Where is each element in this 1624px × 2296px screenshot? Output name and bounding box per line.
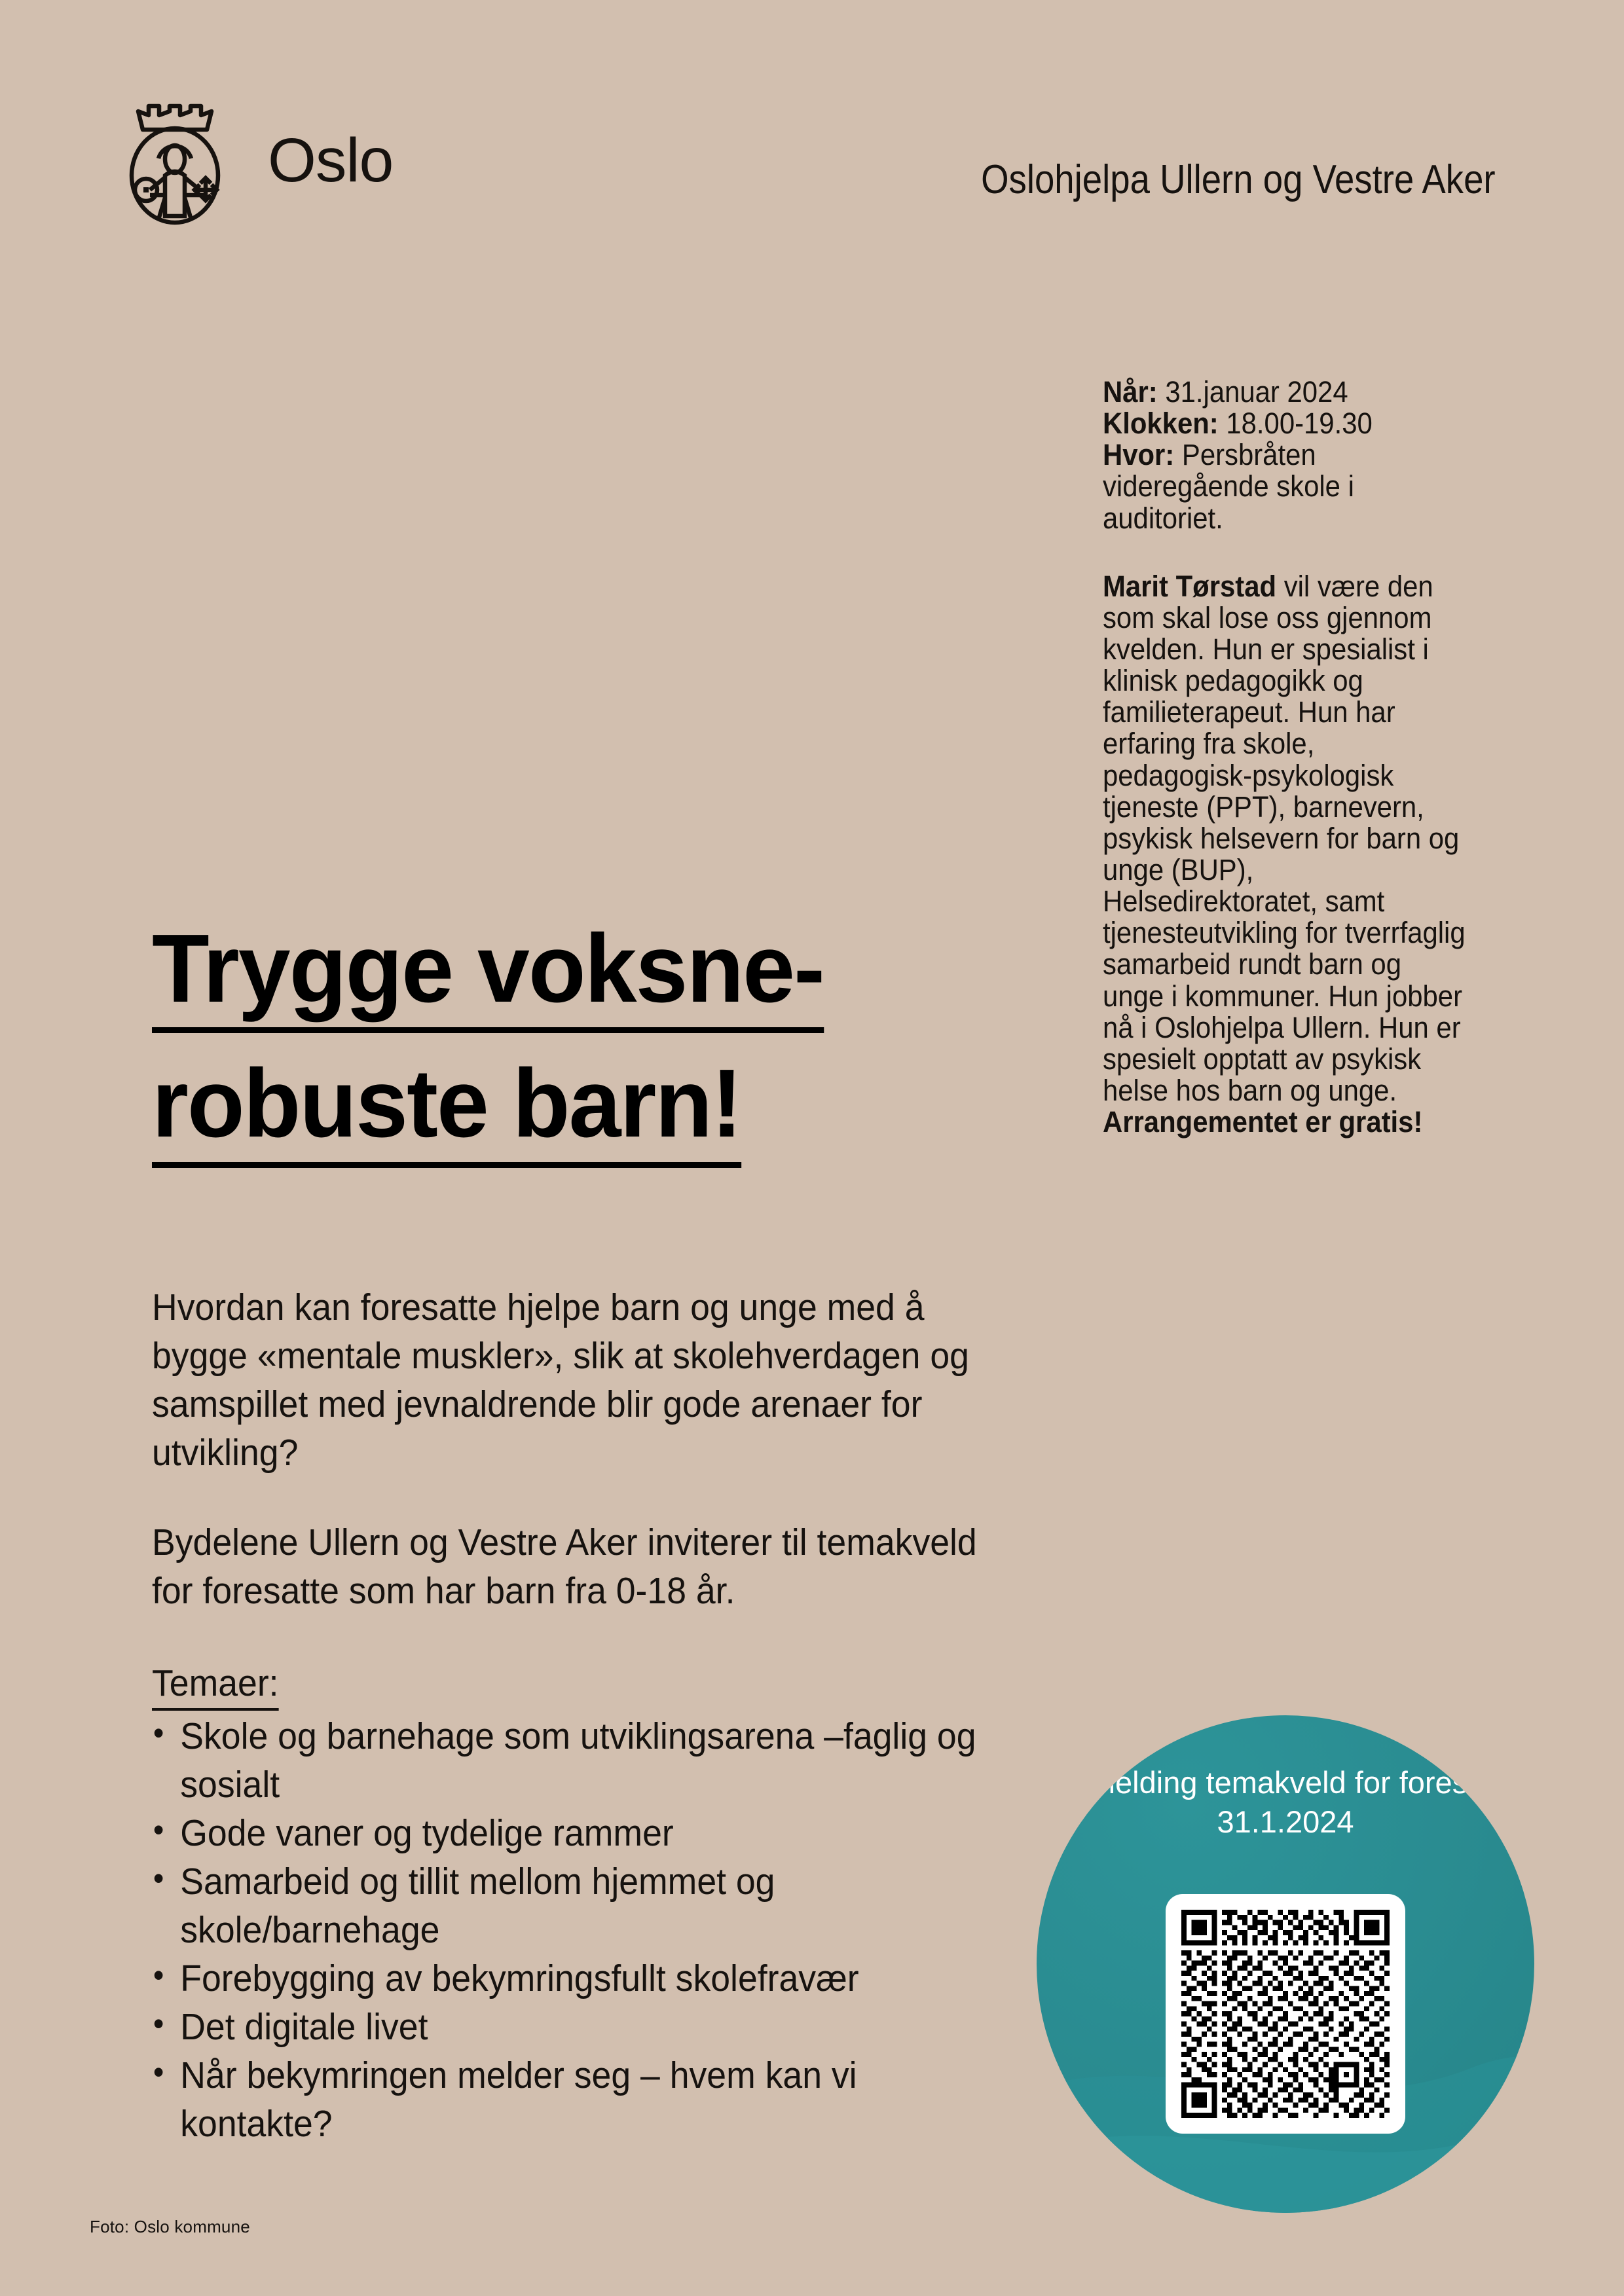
time-value: 18.00-19.30 bbox=[1218, 407, 1373, 441]
signup-badge[interactable] bbox=[1037, 1715, 1534, 2213]
signup-date: 31.1.2024 bbox=[1217, 1804, 1354, 1839]
where-label: Hvor: bbox=[1103, 438, 1175, 472]
topics-heading: Temaer: bbox=[152, 1659, 279, 1711]
time-label: Klokken: bbox=[1103, 407, 1219, 441]
photo-credit: Foto: Oslo kommune bbox=[90, 2217, 250, 2236]
list-item: • Skole og barnehage som utviklingsarena –faglig og sosialt bbox=[152, 1712, 1001, 1809]
invitation-text: Bydelene Ullern og Vestre Aker inviterer til temakveld for foresatte som har barn fra 0-18 år. bbox=[152, 1522, 977, 1613]
intro-question: Hvordan kan foresatte hjelpe barn og unge med å bygge «mentale muskler», slik at skolehverdagen og samspillet med jevnaldrende blir gode arenaer for utvikling? bbox=[152, 1286, 969, 1474]
event-info-column bbox=[1103, 375, 1466, 1139]
body-copy bbox=[152, 1283, 977, 2149]
when-value: 31.januar 2024 bbox=[1157, 375, 1348, 409]
list-item: • Gode vaner og tydelige rammer bbox=[152, 1809, 1001, 1857]
topics-block bbox=[152, 1659, 976, 2149]
qr-code-icon[interactable] bbox=[1181, 1910, 1390, 2118]
oslo-wordmark: Oslo bbox=[268, 125, 394, 195]
headline-line-1: Trygge voksne- bbox=[152, 913, 824, 1033]
organization-name: Oslohjelpa Ullern og Vestre Aker bbox=[981, 157, 1496, 202]
oslo-logo-lockup bbox=[121, 98, 393, 228]
where-value: Persbråten videregående skole i auditoriet. bbox=[1103, 438, 1354, 535]
speaker-bio-text: vil være den som skal lose oss gjennom kvelden. Hun er spesialist i klinisk pedagogikk og familieterapeut. Hun har erfaring fra skole, pedagogisk-psykologisk tjeneste (PPT), barnevern, psykisk helsevern for barn og unge (BUP), Helsedirektoratet, samt tjenesteutvikling for tverrfaglig samarbeid rundt barn og unge i kommuner. Hun jobber nå i Oslohjelpa Ullern. Hun er spesielt opptatt av psykisk helse hos barn og unge. bbox=[1103, 569, 1466, 1107]
list-item: • Det digitale livet bbox=[152, 2003, 1001, 2051]
page-title bbox=[152, 913, 1003, 1182]
speaker-name: Marit Tørstad bbox=[1103, 569, 1277, 603]
list-item: • Samarbeid og tillit mellom hjemmet og skole/barnehage bbox=[152, 1857, 1001, 1954]
event-facts bbox=[1103, 376, 1469, 534]
qr-code-card[interactable] bbox=[1166, 1894, 1405, 2134]
list-item: • Når bekymringen melder seg – hvem kan vi kontakte? bbox=[152, 2051, 1001, 2148]
topics-list bbox=[152, 1712, 1001, 2149]
free-admission-note: Arrangementet er gratis! bbox=[1103, 1105, 1423, 1139]
signup-caption: Påmelding temakveld for foresatte bbox=[1052, 1765, 1519, 1800]
list-item: • Forebygging av bekymringsfullt skolefravær bbox=[152, 1954, 1001, 2003]
poster-header bbox=[0, 98, 1624, 249]
oslo-coat-of-arms-icon bbox=[121, 98, 240, 228]
headline-line-2: robuste barn! bbox=[152, 1048, 741, 1168]
speaker-biography bbox=[1103, 534, 1469, 1139]
when-label: Når: bbox=[1103, 375, 1158, 409]
